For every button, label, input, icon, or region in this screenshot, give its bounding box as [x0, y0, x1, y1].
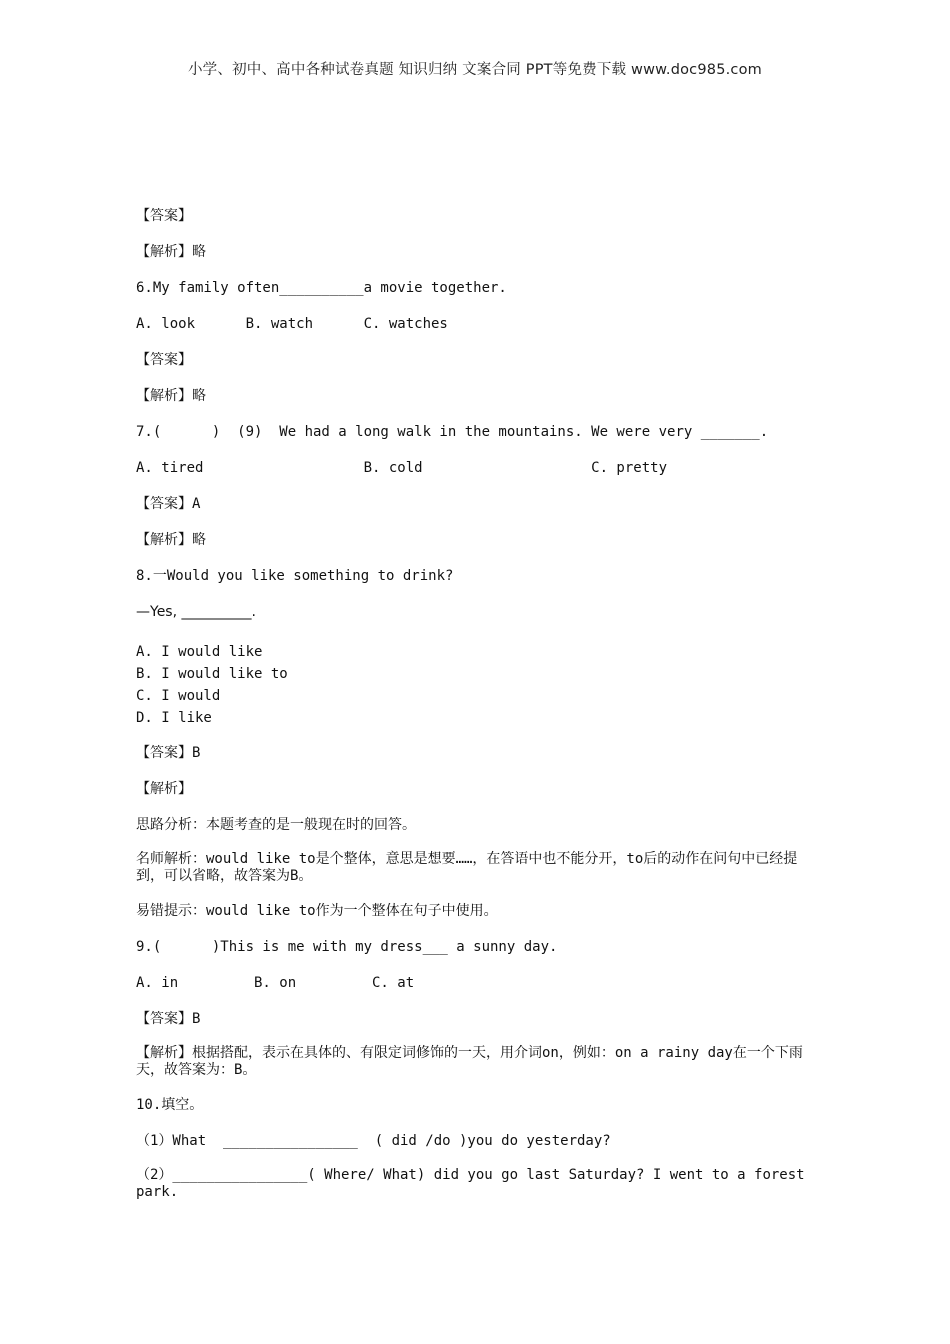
question-8: 8.一Would you like something to drink?: [136, 568, 454, 584]
analysis-paragraph: 易错提示：would like to作为一个整体在句子中使用。: [136, 903, 498, 919]
page-header: 小学、初中、高中各种试卷真题 知识归纳 文案合同 PPT等免费下载 www.doc985.com: [187, 62, 763, 78]
question-9-options: A. in B. on C. at: [136, 975, 415, 991]
question-7-options: A. tired B. cold C. pretty: [136, 460, 668, 476]
question-10-item-2: （2）________________( Where/ What) did you go last Saturday? I went to a forest park.: [136, 1167, 805, 1200]
question-8-option-d: D. I like: [136, 710, 212, 726]
analysis-label: 【解析】略: [136, 388, 206, 404]
question-9: 9.( )This is me with my dress___ a sunny day.: [136, 939, 558, 955]
question-7: 7.( ) (9) We had a long walk in the mountains. We were very _______.: [136, 424, 769, 440]
answer-label: 【答案】B: [136, 1011, 201, 1027]
exam-content: [136, 206, 816, 1217]
question-8-reply: —Yes, __________.: [136, 604, 256, 620]
analysis-paragraph: 思路分析：本题考查的是一般现在时的回答。: [136, 817, 416, 833]
question-8-option-b: B. I would like to: [136, 666, 288, 682]
answer-label: 【答案】B: [136, 745, 201, 761]
analysis-paragraph: 名师解析：would like to是个整体，意思是想要……，在答语中也不能分开，to后的动作在问句中已经提到，可以省略，故答案为B。: [136, 851, 798, 884]
analysis-label: 【解析】略: [136, 244, 206, 260]
answer-label: 【答案】A: [136, 496, 201, 512]
question-8-option-a: A. I would like: [136, 644, 263, 660]
question-8-option-c: C. I would: [136, 688, 221, 704]
question-6: 6.My family often__________a movie together.: [136, 280, 507, 296]
question-10-item-1: （1）What ________________ ( did /do )you do yesterday?: [136, 1133, 611, 1149]
question-6-options: A. look B. watch C. watches: [136, 316, 448, 332]
analysis-label: 【解析】略: [136, 532, 206, 548]
answer-label: 【答案】: [136, 208, 192, 224]
analysis-paragraph: 【解析】根据搭配，表示在具体的、有限定词修饰的一天，用介词on，例如：on a rainy day在一个下雨天，故答案为：B。: [136, 1045, 803, 1078]
analysis-label: 【解析】: [136, 781, 192, 797]
answer-label: 【答案】: [136, 352, 192, 368]
question-10: 10.填空。: [136, 1097, 204, 1113]
